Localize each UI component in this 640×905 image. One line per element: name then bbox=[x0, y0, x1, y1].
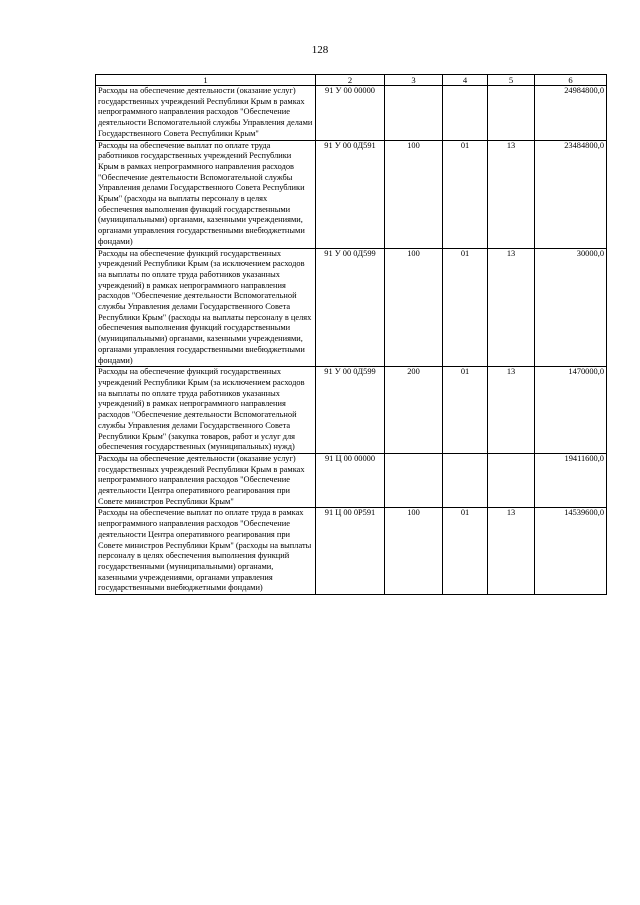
expense-type-code: 100 bbox=[385, 248, 443, 367]
subsection-code bbox=[488, 453, 535, 508]
subsection-code bbox=[488, 86, 535, 141]
header-col-4: 4 bbox=[443, 75, 488, 86]
budget-table bbox=[95, 74, 607, 595]
table-row bbox=[96, 453, 607, 508]
expense-name: Расходы на обеспечение функций государственных учреждений Республики Крым (за исключением расходов на выплаты по оплате труда работников указанных учреждений) в рамках непрограммного направления расходов "Обеспечение деятельности Вспомогательной службы Управления делами Государственного Совета Республики Крым" (расходы на выплаты персоналу в целях обеспечения выполнения функций государственными (муниципальными) органами, казенными учреждениями, органами управления государственными внебюджетными фондами) bbox=[96, 248, 316, 367]
expense-type-code bbox=[385, 453, 443, 508]
section-code: 01 bbox=[443, 508, 488, 595]
expense-type-code: 100 bbox=[385, 508, 443, 595]
table-row bbox=[96, 367, 607, 454]
target-article-code: 91 Ц 00 00000 bbox=[316, 453, 385, 508]
expense-type-code: 200 bbox=[385, 367, 443, 454]
target-article-code: 91 У 00 0Д599 bbox=[316, 367, 385, 454]
subsection-code: 13 bbox=[488, 248, 535, 367]
table-row bbox=[96, 248, 607, 367]
expense-type-code: 100 bbox=[385, 140, 443, 248]
page-number: 128 bbox=[311, 44, 329, 56]
expense-name: Расходы на обеспечение деятельности (оказание услуг) государственных учреждений Республики Крым в рамках непрограммного направления расходов "Обеспечение деятельности Центра оперативного реагирования при Совете министров Республики Крым" bbox=[96, 453, 316, 508]
header-col-5: 5 bbox=[488, 75, 535, 86]
target-article-code: 91 У 00 0Д599 bbox=[316, 248, 385, 367]
header-col-2: 2 bbox=[316, 75, 385, 86]
target-article-code: 91 У 00 0Д591 bbox=[316, 140, 385, 248]
header-col-3: 3 bbox=[385, 75, 443, 86]
table-header-row bbox=[96, 75, 607, 86]
section-code: 01 bbox=[443, 248, 488, 367]
table-row bbox=[96, 508, 607, 595]
expense-name: Расходы на обеспечение деятельности (оказание услуг) государственных учреждений Республики Крым в рамках непрограммного направления расходов "Обеспечение деятельности Вспомогательной службы Управления делами Государственного Совета Республики Крым" bbox=[96, 86, 316, 141]
amount: 24984800,0 bbox=[535, 86, 607, 141]
subsection-code: 13 bbox=[488, 367, 535, 454]
target-article-code: 91 У 00 00000 bbox=[316, 86, 385, 141]
expense-name: Расходы на обеспечение выплат по оплате труда в рамках непрограммного направления расходов "Обеспечение деятельности Центра оперативного реагирования при Совете министров Республики Крым" (расходы на выплаты персоналу в целях обеспечения выполнения функций государственными (муниципальными) органами, казенными учреждениями, органами управления государственными внебюджетными фондами) bbox=[96, 508, 316, 595]
section-code bbox=[443, 86, 488, 141]
header-col-1: 1 bbox=[96, 75, 316, 86]
section-code: 01 bbox=[443, 140, 488, 248]
amount: 1470000,0 bbox=[535, 367, 607, 454]
section-code bbox=[443, 453, 488, 508]
header-col-6: 6 bbox=[535, 75, 607, 86]
amount: 30000,0 bbox=[535, 248, 607, 367]
expense-type-code bbox=[385, 86, 443, 141]
subsection-code: 13 bbox=[488, 508, 535, 595]
amount: 14539600,0 bbox=[535, 508, 607, 595]
target-article-code: 91 Ц 00 0Р591 bbox=[316, 508, 385, 595]
subsection-code: 13 bbox=[488, 140, 535, 248]
table-row bbox=[96, 140, 607, 248]
expense-name: Расходы на обеспечение выплат по оплате труда работников государственных учреждений Республики Крым в рамках непрограммного направления расходов "Обеспечение деятельности Вспомогательной службы Управления делами Государственного Совета Республики Крым" (расходы на выплаты персоналу в целях обеспечения выполнения функций государственными (муниципальными) органами, казенными учреждениями, органами управления государственными внебюджетными фондами) bbox=[96, 140, 316, 248]
table-row bbox=[96, 86, 607, 141]
amount: 23484800,0 bbox=[535, 140, 607, 248]
amount: 19411600,0 bbox=[535, 453, 607, 508]
expense-name: Расходы на обеспечение функций государственных учреждений Республики Крым (за исключением расходов на выплаты по оплате труда работников указанных учреждений) в рамках непрограммного направления расходов "Обеспечение деятельности Вспомогательной службы Управления делами Государственного Совета Республики Крым" (закупка товаров, работ и услуг для обеспечения государственных (муниципальных) нужд) bbox=[96, 367, 316, 454]
section-code: 01 bbox=[443, 367, 488, 454]
